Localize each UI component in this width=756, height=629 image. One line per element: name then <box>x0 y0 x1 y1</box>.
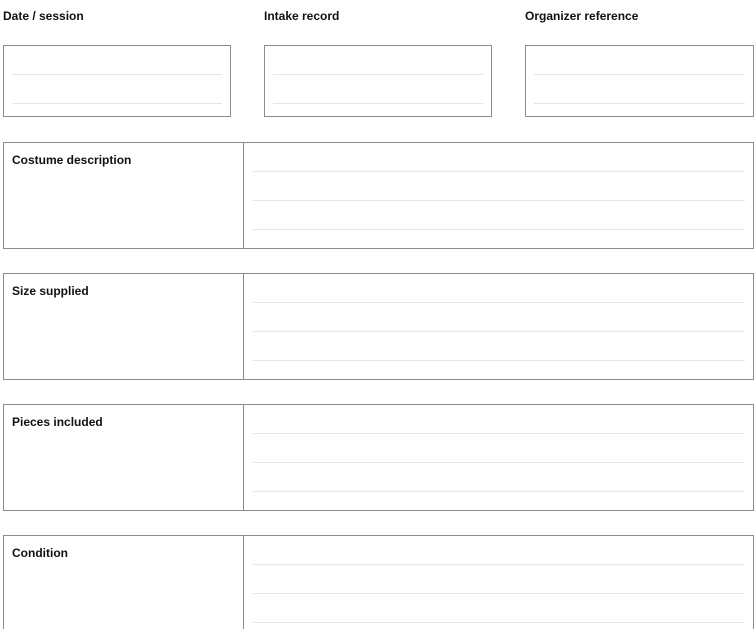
writing-line <box>534 74 745 75</box>
section-label-cell <box>4 274 244 379</box>
size-supplied-label: Size supplied <box>12 284 89 298</box>
size-supplied-section <box>3 273 754 380</box>
writing-line <box>273 74 483 75</box>
writing-line <box>12 103 222 104</box>
pieces-included-label: Pieces included <box>12 415 103 429</box>
writing-line <box>253 229 745 230</box>
intake-record-field[interactable] <box>264 45 492 117</box>
writing-line <box>253 200 745 201</box>
writing-line <box>253 433 745 434</box>
writing-line <box>253 491 745 492</box>
condition-section <box>3 535 754 629</box>
writing-line <box>253 593 745 594</box>
writing-line <box>253 302 745 303</box>
writing-line <box>534 103 745 104</box>
writing-line <box>253 462 745 463</box>
pieces-included-section <box>3 404 754 511</box>
organizer-reference-label: Organizer reference <box>525 9 639 23</box>
writing-line <box>12 74 222 75</box>
writing-line <box>253 622 745 623</box>
section-label-cell <box>4 143 244 248</box>
date-session-field[interactable] <box>3 45 231 117</box>
date-session-label: Date / session <box>3 9 84 23</box>
condition-label: Condition <box>12 546 68 560</box>
intake-record-label: Intake record <box>264 9 340 23</box>
writing-line <box>253 331 745 332</box>
section-label-cell <box>4 536 244 629</box>
costume-description-section <box>3 142 754 249</box>
section-label-cell <box>4 405 244 510</box>
writing-line <box>253 360 745 361</box>
writing-line <box>253 564 745 565</box>
writing-line <box>273 103 483 104</box>
costume-description-label: Costume description <box>12 153 132 167</box>
writing-line <box>253 171 745 172</box>
organizer-reference-field[interactable] <box>525 45 754 117</box>
